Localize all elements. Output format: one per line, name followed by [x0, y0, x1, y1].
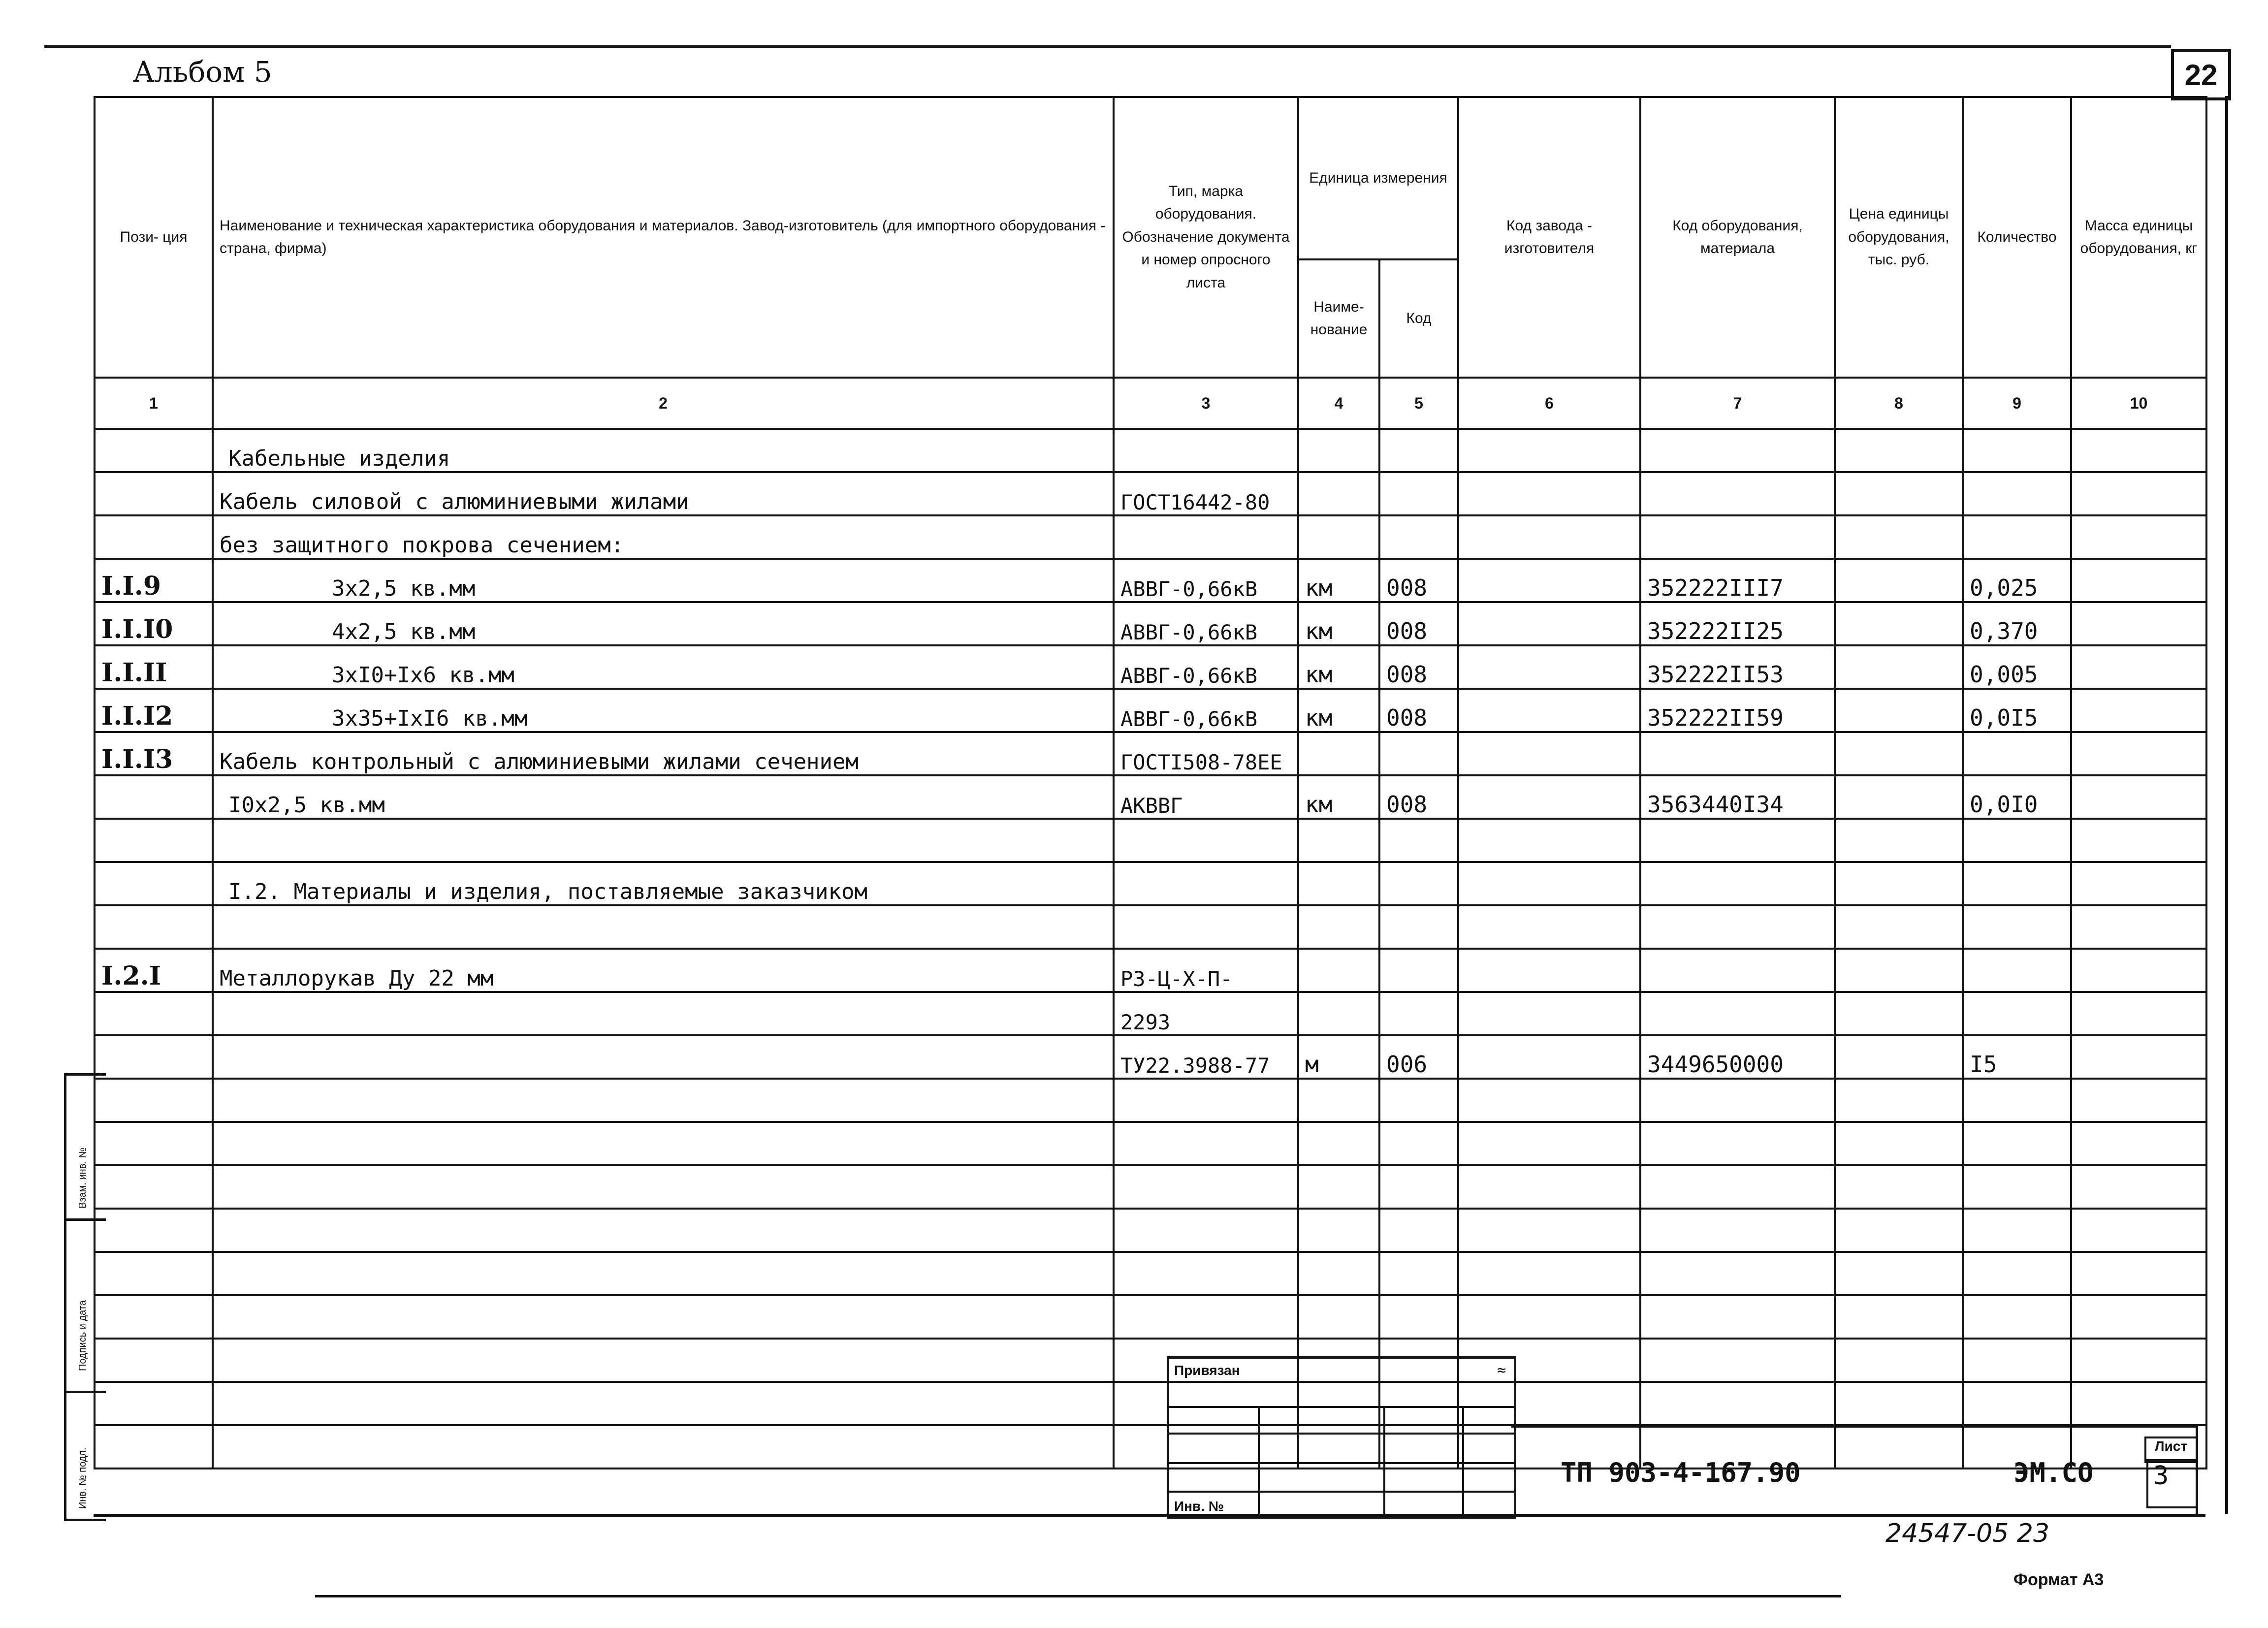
stamp-label-inv: Инв. №	[1174, 1499, 1224, 1514]
bottom-rule	[315, 1595, 1841, 1597]
cell-unit	[1298, 862, 1379, 905]
cell-type: АВВГ-0,66кВ	[1114, 645, 1298, 689]
empty-cell	[1640, 1382, 1835, 1425]
table-row	[95, 819, 2206, 862]
table-row	[95, 645, 2206, 689]
cell-material-code	[1640, 819, 1835, 862]
cell-position: I.I.I3	[95, 732, 213, 775]
cell-quantity	[1963, 819, 2071, 862]
empty-cell	[1640, 1079, 1835, 1122]
cell-price	[1835, 429, 1963, 472]
table-row	[95, 689, 2206, 732]
cell-material-code	[1640, 472, 1835, 515]
col-number: 2	[213, 378, 1114, 429]
cell-mass	[2071, 949, 2206, 992]
cell-mass	[2071, 645, 2206, 689]
col-header-plant-code: Код завода - изготовителя	[1458, 97, 1640, 378]
cell-position	[95, 862, 213, 905]
cell-plant-code	[1458, 905, 1640, 949]
cell-unit	[1298, 429, 1379, 472]
empty-cell	[213, 1252, 1114, 1295]
col-header-unit-code: Код	[1379, 259, 1458, 378]
empty-table-row	[95, 1165, 2206, 1209]
empty-cell	[1835, 1295, 1963, 1339]
cell-type: АВВГ-0,66кВ	[1114, 559, 1298, 602]
empty-table-row	[95, 1252, 2206, 1295]
cell-plant-code	[1458, 645, 1640, 689]
column-numbers-row	[95, 378, 2206, 429]
cell-unit-code	[1379, 515, 1458, 559]
empty-cell	[1379, 1252, 1458, 1295]
cell-name: I.2. Материалы и изделия, поставляемые заказчиком	[213, 862, 1114, 905]
cell-plant-code	[1458, 819, 1640, 862]
empty-cell	[213, 1122, 1114, 1165]
empty-cell	[1835, 1165, 1963, 1209]
empty-table-row	[95, 1079, 2206, 1122]
empty-cell	[1963, 1079, 2071, 1122]
side-separator	[66, 1391, 106, 1393]
col-header-type: Тип, марка оборудования. Обозначение документа и номер опросного листа	[1114, 97, 1298, 378]
empty-cell	[95, 1209, 213, 1252]
stamp-label-attached: Привязан	[1174, 1363, 1240, 1378]
cell-unit-code	[1379, 949, 1458, 992]
empty-cell	[2071, 1079, 2206, 1122]
empty-cell	[1114, 1079, 1298, 1122]
cell-position	[95, 775, 213, 819]
sheet-corner-number: 22	[2171, 49, 2231, 100]
empty-cell	[1458, 1079, 1640, 1122]
cell-unit: м	[1298, 1035, 1379, 1079]
stamp-line	[1258, 1406, 1260, 1516]
cell-mass	[2071, 689, 2206, 732]
cell-name: I0х2,5 кв.мм	[213, 775, 1114, 819]
cell-unit-code	[1379, 862, 1458, 905]
cell-name	[213, 819, 1114, 862]
cell-material-code: 3563440I34	[1640, 775, 1835, 819]
col-header-position: Пози- ция	[95, 97, 213, 378]
cell-position: I.I.I0	[95, 602, 213, 645]
cell-material-code: 352222II25	[1640, 602, 1835, 645]
empty-cell	[213, 1382, 1114, 1425]
empty-cell	[1963, 1339, 2071, 1382]
table-row	[95, 602, 2206, 645]
cell-price	[1835, 645, 1963, 689]
empty-cell	[1379, 1295, 1458, 1339]
empty-cell	[1298, 1165, 1379, 1209]
empty-cell	[1379, 1209, 1458, 1252]
empty-cell	[1298, 1252, 1379, 1295]
cell-price	[1835, 949, 1963, 992]
cell-type: АВВГ-0,66кВ	[1114, 689, 1298, 732]
empty-cell	[1379, 1122, 1458, 1165]
cell-price	[1835, 775, 1963, 819]
cell-unit	[1298, 949, 1379, 992]
cell-unit-code: 006	[1379, 1035, 1458, 1079]
cell-unit	[1298, 819, 1379, 862]
empty-cell	[1963, 1122, 2071, 1165]
cell-price	[1835, 515, 1963, 559]
empty-cell	[1963, 1209, 2071, 1252]
col-number: 6	[1458, 378, 1640, 429]
empty-cell	[2071, 1382, 2206, 1425]
empty-cell	[2071, 1339, 2206, 1382]
empty-cell	[213, 1165, 1114, 1209]
cell-unit: км	[1298, 645, 1379, 689]
empty-cell	[1640, 1252, 1835, 1295]
cell-price	[1835, 689, 1963, 732]
cell-plant-code	[1458, 862, 1640, 905]
cell-price	[1835, 472, 1963, 515]
cell-quantity: 0,0I0	[1963, 775, 2071, 819]
empty-cell	[2071, 1209, 2206, 1252]
empty-cell	[1963, 1382, 2071, 1425]
empty-cell	[213, 1295, 1114, 1339]
sheet-label: Лист	[2144, 1436, 2196, 1463]
cell-unit-code	[1379, 819, 1458, 862]
col-number: 3	[1114, 378, 1298, 429]
cell-mass	[2071, 602, 2206, 645]
col-number: 8	[1835, 378, 1963, 429]
side-label-replace-inv: Взам. инв. №	[77, 1148, 88, 1209]
cell-mass	[2071, 819, 2206, 862]
cell-position	[95, 819, 213, 862]
cell-plant-code	[1458, 559, 1640, 602]
empty-cell	[1835, 1339, 1963, 1382]
table-row	[95, 862, 2206, 905]
attachment-stamp	[1167, 1356, 1516, 1519]
cell-name	[213, 905, 1114, 949]
cell-unit: км	[1298, 602, 1379, 645]
cell-type	[1114, 515, 1298, 559]
cell-price	[1835, 732, 1963, 775]
table-row	[95, 949, 2206, 992]
table-row	[95, 732, 2206, 775]
col-header-quantity: Количество	[1963, 97, 2071, 378]
empty-cell	[1298, 1122, 1379, 1165]
empty-cell	[213, 1209, 1114, 1252]
sheet-number: 3	[2146, 1459, 2196, 1508]
empty-cell	[1114, 1252, 1298, 1295]
empty-cell	[213, 1339, 1114, 1382]
cell-plant-code	[1458, 602, 1640, 645]
empty-cell	[1640, 1209, 1835, 1252]
cell-price	[1835, 819, 1963, 862]
cell-price	[1835, 905, 1963, 949]
side-separator	[66, 1218, 106, 1221]
cell-unit	[1298, 732, 1379, 775]
empty-cell	[95, 1339, 213, 1382]
cell-price	[1835, 992, 1963, 1035]
cell-unit	[1298, 905, 1379, 949]
cell-material-code: 352222II59	[1640, 689, 1835, 732]
cell-mass	[2071, 472, 2206, 515]
cell-unit-code: 008	[1379, 602, 1458, 645]
cell-type: АКВВГ	[1114, 775, 1298, 819]
cell-material-code	[1640, 429, 1835, 472]
cell-name	[213, 1035, 1114, 1079]
cell-position: I.2.I	[95, 949, 213, 992]
table-row	[95, 472, 2206, 515]
empty-cell	[1640, 1295, 1835, 1339]
empty-cell	[1640, 1165, 1835, 1209]
stamp-corner-mark: ≈	[1497, 1362, 1506, 1379]
cell-unit-code: 008	[1379, 559, 1458, 602]
cell-type	[1114, 862, 1298, 905]
cell-mass	[2071, 1035, 2206, 1079]
cell-mass	[2071, 515, 2206, 559]
col-header-price: Цена единицы оборудования, тыс. руб.	[1835, 97, 1963, 378]
cell-type: АВВГ-0,66кВ	[1114, 602, 1298, 645]
cell-quantity	[1963, 429, 2071, 472]
empty-cell	[1963, 1295, 2071, 1339]
empty-cell	[1835, 1079, 1963, 1122]
cell-quantity: 0,0I5	[1963, 689, 2071, 732]
cell-type: ГОСТI508-78ЕЕ	[1114, 732, 1298, 775]
cell-plant-code	[1458, 775, 1640, 819]
handwritten-number: 24547-05 23	[1885, 1519, 2050, 1548]
cell-material-code	[1640, 905, 1835, 949]
empty-cell	[2071, 1295, 2206, 1339]
cell-unit-code: 008	[1379, 689, 1458, 732]
cell-position	[95, 515, 213, 559]
col-header-mass: Масса единицы оборудования, кг	[2071, 97, 2206, 378]
specification-table	[94, 96, 2207, 1469]
document-number: ТП 903-4-167.90	[1561, 1457, 1801, 1488]
empty-cell	[1458, 1122, 1640, 1165]
empty-cell	[95, 1382, 213, 1425]
cell-material-code: 352222III7	[1640, 559, 1835, 602]
empty-cell	[1640, 1122, 1835, 1165]
empty-cell	[213, 1425, 1114, 1468]
empty-cell	[1298, 1295, 1379, 1339]
format-label: Формат А3	[2013, 1570, 2104, 1589]
cell-position: I.I.I2	[95, 689, 213, 732]
empty-cell	[1458, 1252, 1640, 1295]
empty-cell	[95, 1122, 213, 1165]
empty-table-row	[95, 1339, 2206, 1382]
cell-mass	[2071, 429, 2206, 472]
empty-cell	[1963, 1165, 2071, 1209]
cell-unit-code: 008	[1379, 645, 1458, 689]
empty-cell	[95, 1295, 213, 1339]
cell-unit-code: 008	[1379, 775, 1458, 819]
cell-quantity: 0,025	[1963, 559, 2071, 602]
cell-unit	[1298, 472, 1379, 515]
album-label: Альбом 5	[133, 55, 272, 89]
cell-plant-code	[1458, 689, 1640, 732]
cell-name: Кабель силовой с алюминиевыми жилами	[213, 472, 1114, 515]
empty-cell	[213, 1079, 1114, 1122]
cell-plant-code	[1458, 992, 1640, 1035]
cell-unit-code	[1379, 905, 1458, 949]
table-row	[95, 905, 2206, 949]
table-row	[95, 429, 2206, 472]
cell-mass	[2071, 559, 2206, 602]
cell-type	[1114, 429, 1298, 472]
cell-quantity	[1963, 992, 2071, 1035]
right-frame-line	[2225, 96, 2228, 1514]
cell-name: Металлорукав Ду 22 мм	[213, 949, 1114, 992]
cell-material-code: 3449650000	[1640, 1035, 1835, 1079]
empty-cell	[95, 1079, 213, 1122]
empty-table-row	[95, 1295, 2206, 1339]
cell-unit	[1298, 515, 1379, 559]
empty-cell	[1114, 1209, 1298, 1252]
cell-type: 2293	[1114, 992, 1298, 1035]
table-row	[95, 775, 2206, 819]
cell-quantity	[1963, 905, 2071, 949]
cell-mass	[2071, 905, 2206, 949]
cell-position: I.I.9	[95, 559, 213, 602]
empty-cell	[95, 1165, 213, 1209]
cell-name: 3х35+IхI6 кв.мм	[213, 689, 1114, 732]
cell-unit: км	[1298, 689, 1379, 732]
cell-material-code	[1640, 949, 1835, 992]
cell-unit	[1298, 992, 1379, 1035]
col-number: 5	[1379, 378, 1458, 429]
cell-unit-code	[1379, 732, 1458, 775]
empty-cell	[1298, 1079, 1379, 1122]
cell-mass	[2071, 732, 2206, 775]
empty-cell	[1835, 1382, 1963, 1425]
col-header-material-code: Код оборудования, материала	[1640, 97, 1835, 378]
empty-cell	[2071, 1165, 2206, 1209]
cell-quantity	[1963, 862, 2071, 905]
empty-cell	[2071, 1252, 2206, 1295]
col-number: 4	[1298, 378, 1379, 429]
cell-name: Кабель контрольный с алюминиевыми жилами сечением	[213, 732, 1114, 775]
empty-cell	[2071, 1122, 2206, 1165]
side-label-signature-date: Подпись и дата	[77, 1300, 88, 1371]
col-header-name: Наименование и техническая характеристика оборудования и материалов. Завод-изготовитель (для импортного оборудования - страна, фирма)	[213, 97, 1114, 378]
col-number: 7	[1640, 378, 1835, 429]
bottom-frame-line	[94, 1514, 2205, 1517]
cell-unit-code	[1379, 429, 1458, 472]
cell-name: 4х2,5 кв.мм	[213, 602, 1114, 645]
cell-position	[95, 905, 213, 949]
empty-cell	[1114, 1295, 1298, 1339]
title-block	[1511, 1425, 2198, 1516]
empty-cell	[1458, 1165, 1640, 1209]
cell-price	[1835, 559, 1963, 602]
cell-position	[95, 472, 213, 515]
empty-cell	[1114, 1122, 1298, 1165]
empty-cell	[1640, 1339, 1835, 1382]
cell-mass	[2071, 992, 2206, 1035]
cell-plant-code	[1458, 949, 1640, 992]
col-number: 9	[1963, 378, 2071, 429]
cell-mass	[2071, 775, 2206, 819]
cell-position	[95, 429, 213, 472]
cell-position	[95, 1035, 213, 1079]
cell-position: I.I.II	[95, 645, 213, 689]
empty-table-row	[95, 1122, 2206, 1165]
cell-type: ГОСТ16442-80	[1114, 472, 1298, 515]
stamp-line	[1462, 1406, 1464, 1516]
empty-table-row	[95, 1382, 2206, 1425]
table-row	[95, 559, 2206, 602]
cell-name: без защитного покрова сечением:	[213, 515, 1114, 559]
empty-cell	[1835, 1122, 1963, 1165]
col-number: 1	[95, 378, 213, 429]
empty-cell	[1379, 1079, 1458, 1122]
empty-cell	[1379, 1165, 1458, 1209]
empty-cell	[1835, 1209, 1963, 1252]
empty-cell	[95, 1425, 213, 1468]
document-code: ЭМ.СО	[2013, 1457, 2094, 1488]
cell-material-code	[1640, 515, 1835, 559]
cell-quantity	[1963, 515, 2071, 559]
empty-table-row	[95, 1209, 2206, 1252]
cell-name	[213, 992, 1114, 1035]
cell-plant-code	[1458, 472, 1640, 515]
empty-cell	[1114, 1165, 1298, 1209]
cell-material-code	[1640, 992, 1835, 1035]
empty-cell	[1458, 1209, 1640, 1252]
cell-plant-code	[1458, 1035, 1640, 1079]
side-stamp-box	[64, 1073, 106, 1521]
empty-cell	[95, 1252, 213, 1295]
cell-type	[1114, 905, 1298, 949]
cell-unit: км	[1298, 775, 1379, 819]
cell-price	[1835, 1035, 1963, 1079]
top-frame-line	[44, 45, 2171, 48]
cell-type: РЗ-Ц-Х-П-	[1114, 949, 1298, 992]
cell-name: Кабельные изделия	[213, 429, 1114, 472]
cell-name: 3х2,5 кв.мм	[213, 559, 1114, 602]
col-header-unit-group: Единица измерения	[1298, 97, 1458, 259]
empty-cell	[1458, 1295, 1640, 1339]
col-header-unit-name: Наименование	[1298, 259, 1379, 378]
cell-plant-code	[1458, 732, 1640, 775]
table-row	[95, 1035, 2206, 1079]
cell-unit: км	[1298, 559, 1379, 602]
cell-quantity	[1963, 732, 2071, 775]
side-label-inv-original: Инв. № подл.	[77, 1447, 88, 1509]
stamp-line	[1383, 1406, 1385, 1516]
table-row	[95, 992, 2206, 1035]
cell-material-code: 352222II53	[1640, 645, 1835, 689]
cell-position	[95, 992, 213, 1035]
cell-unit-code	[1379, 992, 1458, 1035]
empty-cell	[1835, 1252, 1963, 1295]
cell-unit-code	[1379, 472, 1458, 515]
cell-quantity: 0,005	[1963, 645, 2071, 689]
col-number: 10	[2071, 378, 2206, 429]
empty-cell	[1298, 1209, 1379, 1252]
cell-plant-code	[1458, 515, 1640, 559]
cell-name: 3хI0+Iх6 кв.мм	[213, 645, 1114, 689]
cell-price	[1835, 862, 1963, 905]
cell-price	[1835, 602, 1963, 645]
cell-quantity: 0,370	[1963, 602, 2071, 645]
cell-quantity	[1963, 949, 2071, 992]
cell-type: ТУ22.3988-77	[1114, 1035, 1298, 1079]
cell-quantity: I5	[1963, 1035, 2071, 1079]
table-row	[95, 515, 2206, 559]
cell-type	[1114, 819, 1298, 862]
empty-cell	[1963, 1252, 2071, 1295]
cell-quantity	[1963, 472, 2071, 515]
cell-material-code	[1640, 732, 1835, 775]
cell-material-code	[1640, 862, 1835, 905]
cell-mass	[2071, 862, 2206, 905]
cell-plant-code	[1458, 429, 1640, 472]
